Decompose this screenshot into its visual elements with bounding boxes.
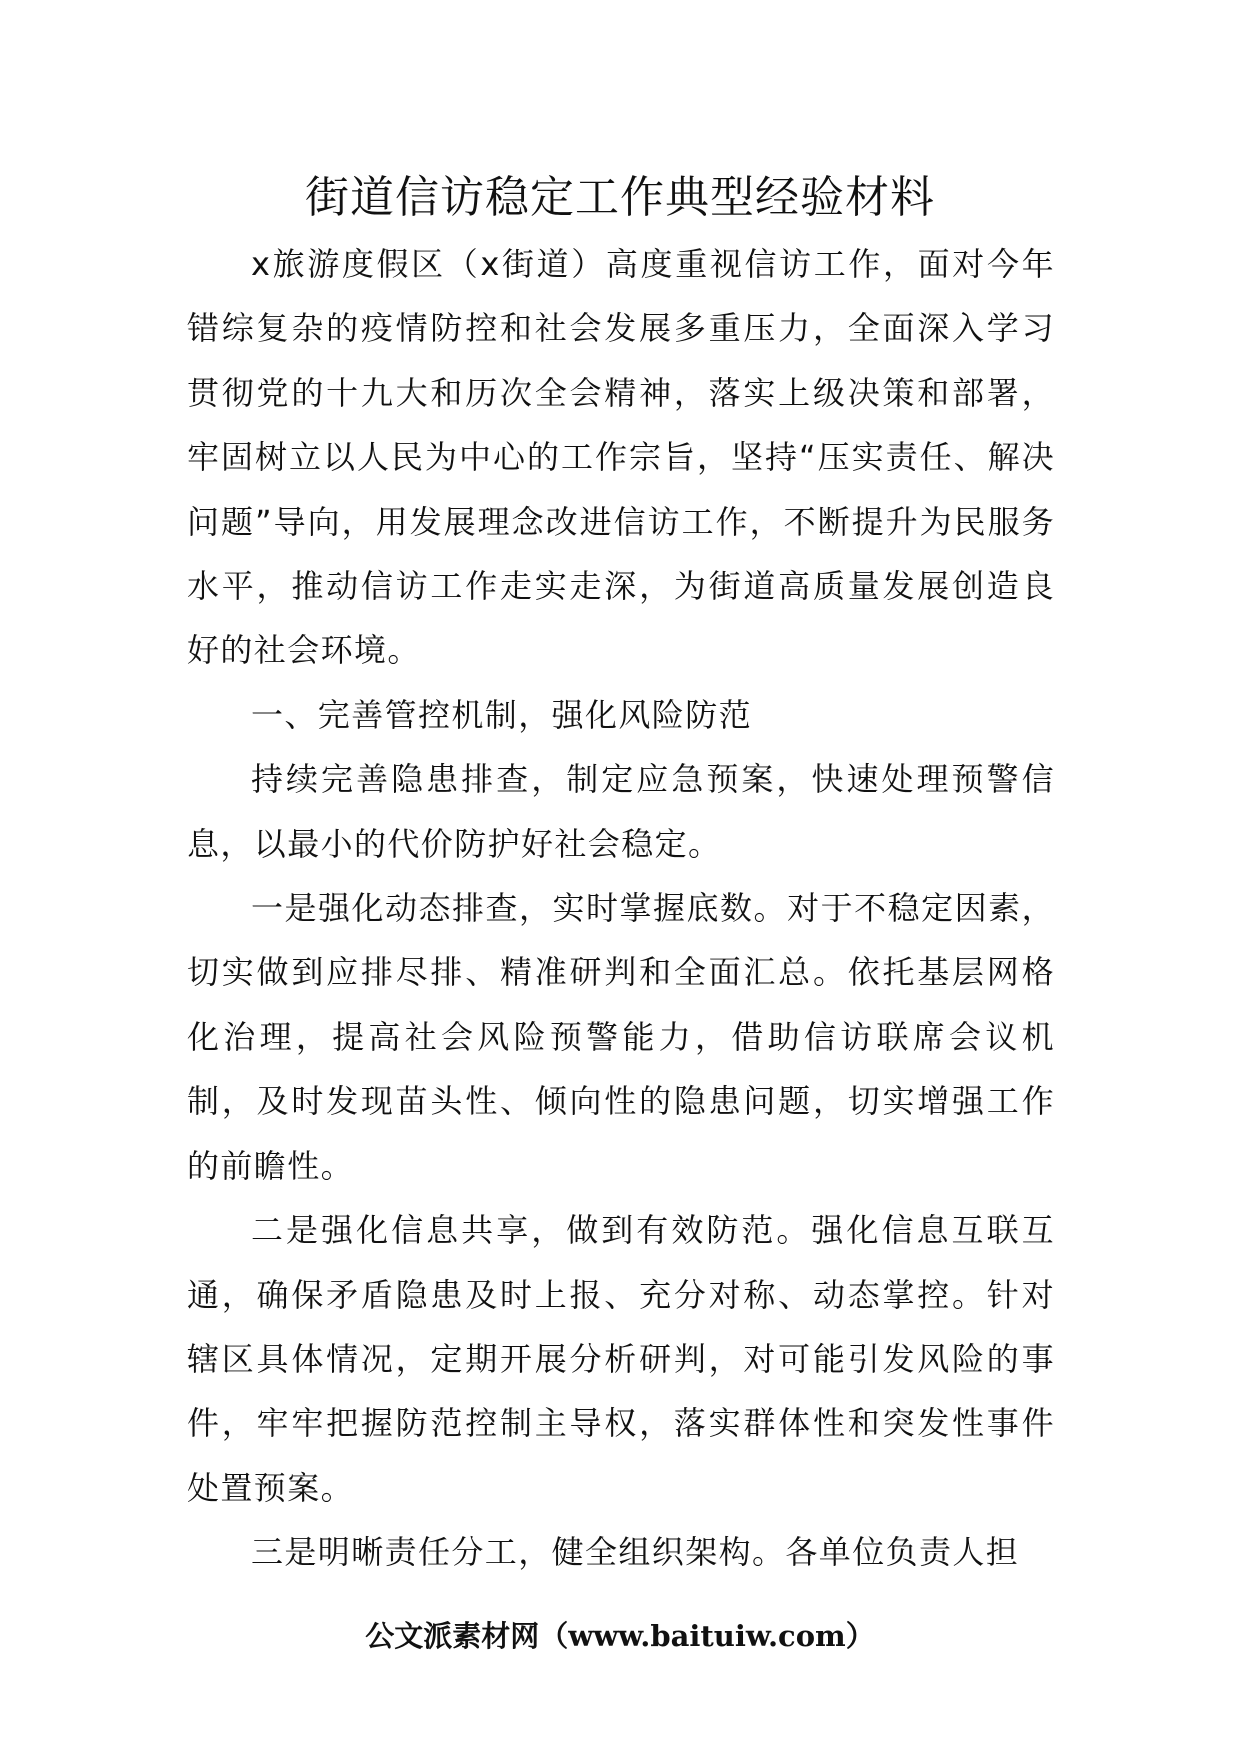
document-body (187, 232, 1055, 1585)
point-two-paragraph: 二是强化信息共享，做到有效防范。强化信息互联互通，确保矛盾隐患及时上报、充分对称、动态掌控。针对辖区具体情况，定期开展分析研判，对可能引发风险的事件，牢牢把握防范控制主导权，落实群体性和突发性事件处置预案。 (187, 1211, 1055, 1507)
document-title: 街道信访稳定工作典型经验材料 (305, 172, 935, 223)
footer-watermark: 公文派素材网（www.baituiw.com） (365, 1619, 875, 1653)
point-one-paragraph: 一是强化动态排查，实时掌握底数。对于不稳定因素，切实做到应排尽排、精准研判和全面汇总。依托基层网格化治理，提高社会风险预警能力，借助信访联席会议机制，及时发现苗头性、倾向性的隐患问题，切实增强工作的前瞻性。 (187, 889, 1055, 1185)
section-summary-paragraph: 持续完善隐患排查，制定应急预案，快速处理预警信息，以最小的代价防护好社会稳定。 (187, 760, 1055, 863)
point-three-paragraph: 三是明晰责任分工，健全组织架构。各单位负责人担 (251, 1533, 1020, 1572)
intro-paragraph: x旅游度假区（x街道）高度重视信访工作，面对今年错综复杂的疫情防控和社会发展多重压力，全面深入学习贯彻党的十九大和历次全会精神，落实上级决策和部署，牢固树立以人民为中心的工作宗旨，坚持“压实责任、解决问题”导向，用发展理念改进信访工作，不断提升为民服务水平，推动信访工作走实走深，为街道高质量发展创造良好的社会环境。 (187, 245, 1055, 670)
section-heading: 一、完善管控机制，强化风险防范 (251, 695, 753, 734)
